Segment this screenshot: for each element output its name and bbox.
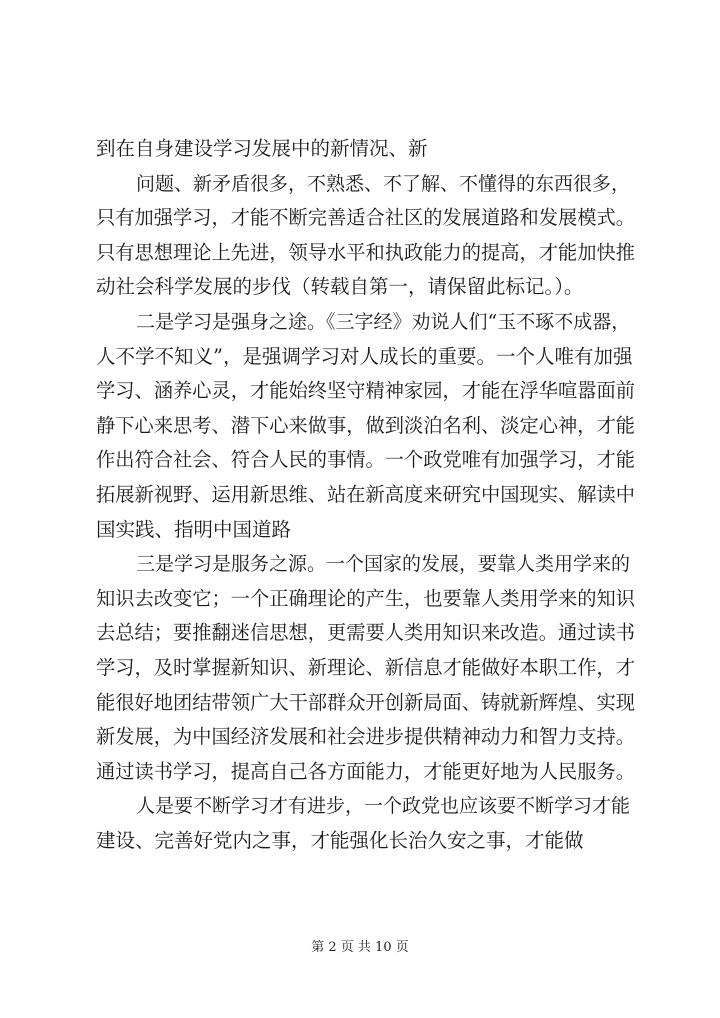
body-text (96, 132, 636, 858)
text-line: 到在自身建设学习发展中的新情况、新 (96, 137, 428, 160)
text-line: 动社会科学发展的步伐（转载自第一，请保留此标记。）。 (96, 275, 584, 299)
text-line: 三是学习是服务之源。一个国家的发展，要靠人类用学来的 (136, 553, 631, 576)
text-line: 通过读书学习，提高自己各方面能力，才能更好地为人民服务。 (96, 759, 635, 783)
text-line: 人不学不知义”，是强调学习对人成长的重要。一个人唯有加强 (96, 344, 633, 368)
page-footer: 第 2 页 共 10 页 (311, 940, 409, 955)
text-line: 学习、涵养心灵，才能始终坚守精神家园，才能在浮华喧嚣面前 (96, 379, 635, 403)
text-line: 人是要不断学习才有进步，一个政党也应该要不断学习才能 (136, 795, 631, 818)
text-line: 学习，及时掌握新知识、新理论、新信息才能做好本职工作，才 (96, 655, 635, 679)
text-line: 能很好地团结带领广大干部群众开创新局面、铸就新辉煌、实现 (96, 690, 635, 714)
text-line: 只有思想理论上先进，领导水平和执政能力的提高，才能加快推 (96, 240, 635, 264)
text-line: 知识去改变它；一个正确理论的产生，也要靠人类用学来的知识 (96, 586, 635, 610)
text-line: 建设、完善好党内之事，才能强化长治久安之事，才能做 (96, 828, 584, 852)
text-line: 作出符合社会、符合人民的事情。一个政党唯有加强学习，才能 (96, 448, 635, 472)
text-line: 只有加强学习，才能不断完善适合社区的发展道路和发展模式。 (96, 206, 635, 230)
text-line: 国实践、指明中国道路 (96, 517, 292, 541)
text-line: 拓展新视野、运用新思维、站在新高度来研究中国现实、解读中 (96, 482, 635, 506)
text-line: 新发展，为中国经济发展和社会进步提供精神动力和智力支持。 (96, 725, 635, 749)
text-line: 二是学习是强身之途。《三字经》劝说人们“玉不琢不成器， (136, 310, 631, 333)
text-line: 去总结；要推翻迷信思想，更需要人类用知识来改造。通过读书 (96, 621, 635, 645)
text-line: 静下心来思考、潜下心来做事，做到淡泊名利、淡定心神，才能 (96, 413, 635, 437)
text-line: 问题、新矛盾很多，不熟悉、不了解、不懂得的东西很多， (136, 172, 631, 195)
